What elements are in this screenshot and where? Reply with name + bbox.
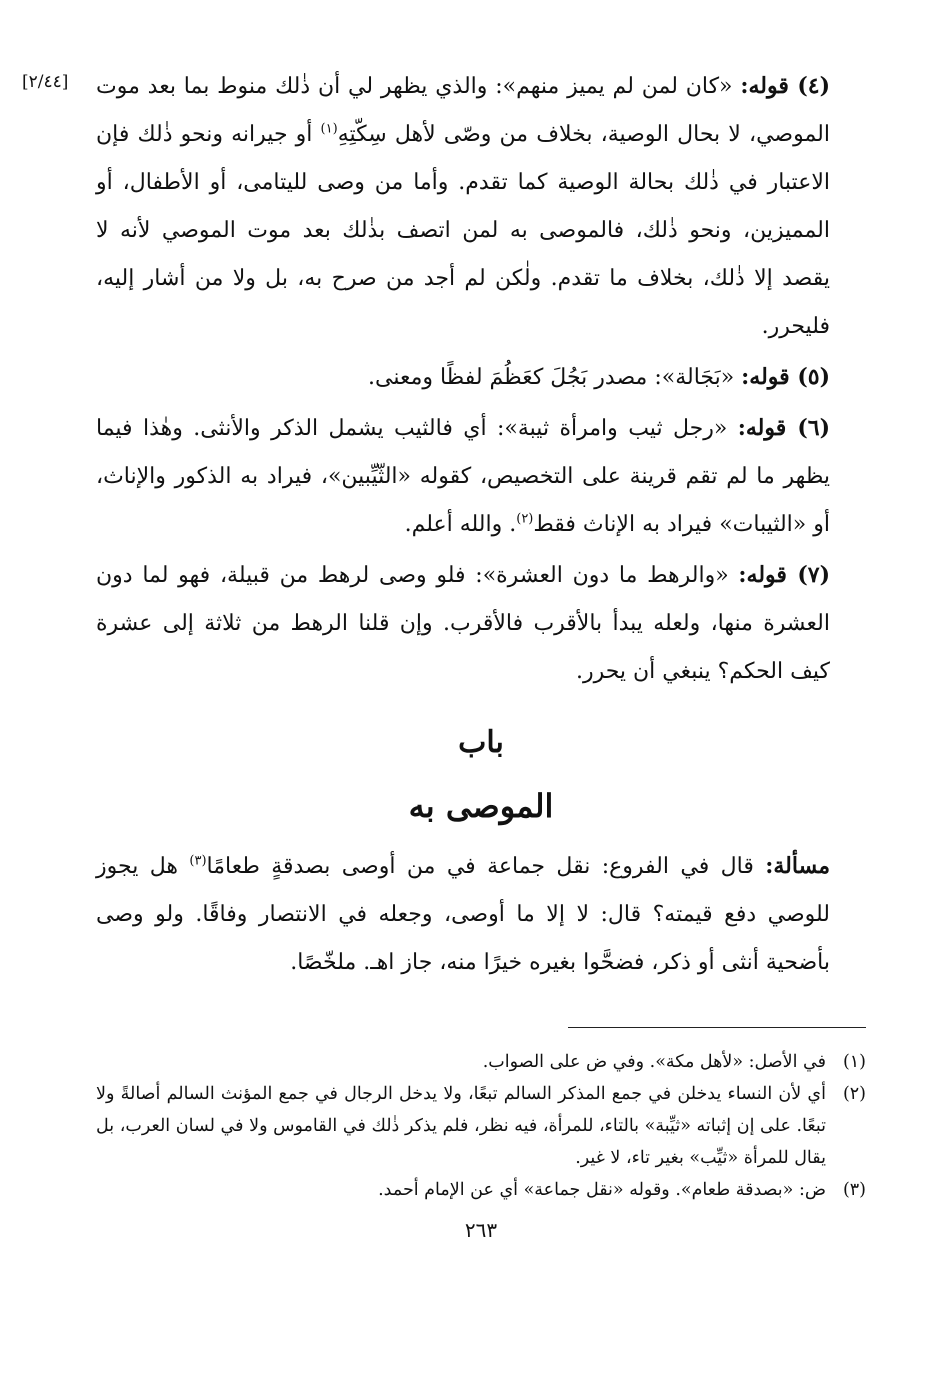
- page-number: ٢٦٣: [464, 1218, 498, 1242]
- footnote-marker[interactable]: (١): [320, 121, 338, 137]
- paragraph-6: [96, 404, 866, 549]
- paragraph-text: «رجل ثيب وامرأة ثيبة»: أي فالثيب يشمل الذكر والأنثى. وهٰذا فيما يظهر ما لم تقم قرينة على التخصيص، كقوله «الثّيِّبين»، فيراد به الذكور والإناث، أو «الثيبات» فيراد به الإناث فقط: [96, 416, 830, 537]
- section-title: الموصى به: [408, 787, 554, 825]
- paragraph-text: «بَجَالة»: مصدر بَجُلَ كعَظُمَ لفظًا ومعنى.: [367, 365, 742, 390]
- paragraph-text: . والله أعلم.: [404, 512, 517, 537]
- paragraph-4: [96, 62, 866, 351]
- section-heading: باب: [458, 725, 504, 760]
- paragraph-lead: (٦) قوله:: [737, 415, 830, 441]
- paragraph-text: قال في الفروع: نقل جماعة في من أوصى بصدقةٍ طعامًا: [206, 854, 766, 879]
- footnote-item: [96, 1174, 866, 1206]
- paragraph-lead: (٥) قوله:: [741, 364, 830, 390]
- paragraph-7: [96, 551, 866, 696]
- footnote-marker[interactable]: (٣): [189, 853, 207, 869]
- masala-paragraph: [96, 842, 866, 987]
- footnote-text: أي لأن النساء يدخلن في جمع المذكر السالم تبعًا، ولا يدخل الرجال في جمع المؤنث السالم أصالةً ولا تبعًا. على إن إثباته «ثيِّبة» بالتاء، للمرأة، فيه نظر، فلم يذكر ذٰلك في القاموس ولا في لسان العرب، بل يقال للمرأة «ثيِّب» بغير تاء، لا غير.: [96, 1084, 826, 1168]
- footnote-marker[interactable]: (٢): [516, 511, 534, 527]
- masala-lead: مسألة:: [765, 853, 830, 879]
- footnote-separator: [568, 1027, 866, 1028]
- paragraph-text: هل يجوز للوصي دفع قيمته؟ قال: لا إلا ما أوصى، وجعله في الانتصار وفاقًا. ولو وصى بأضحية أنثى أو ذكر، فضحَّوا بغيره خيرًا منه، جاز اهـ. ملخّصًا.: [96, 854, 830, 975]
- paragraph-lead: (٤) قوله:: [740, 73, 830, 99]
- footnotes: [96, 1046, 866, 1206]
- footnote-separator-wrap: [96, 989, 866, 1046]
- footnote-item: [96, 1046, 866, 1078]
- footnote-number: (٢): [842, 1084, 866, 1104]
- paragraph-lead: (٧) قوله:: [738, 562, 830, 588]
- paragraph-text: «كان لمن لم يميز منهم»: والذي يظهر لي أن ذٰلك منوط بما بعد موت الموصي، لا بحال الوصية، بخلاف من وصّى لأهل سِكّتِهِ: [96, 74, 830, 147]
- paragraph-text: «والرهط ما دون العشرة»: فلو وصى لرهط من قبيلة، فهو لما دون العشرة منها، ولعله يبدأ بالأقرب فالأقرب. وإن قلنا الرهط من ثلاثة إلى عشرة كيف الحكم؟ ينبغي أن يحرر.: [96, 563, 830, 684]
- footnote-item: [96, 1078, 866, 1174]
- margin-reference: [٢/٤٤]: [22, 72, 69, 92]
- page-body: [96, 62, 866, 1242]
- footnote-text: في الأصل: «لأهل مكة». وفي ض على الصواب.: [482, 1052, 826, 1072]
- paragraph-5: [96, 353, 866, 402]
- footnote-text: ض: «بصدقة طعام». وقوله «نقل جماعة» أي عن الإمام أحمد.: [378, 1180, 826, 1200]
- footnote-number: (٣): [842, 1180, 866, 1200]
- paragraph-text: أو جيرانه ونحو ذٰلك فإن الاعتبار في ذٰلك بحالة الوصية كما تقدم. وأما من وصى لليتامى، أو الأطفال، أو المميزين، ونحو ذٰلك، فالموصى به لمن اتصف بذٰلك بعد موت الموصي لأنه لا يقصد إلا ذٰلك، بخلاف ما تقدم. ولٰكن لم أجد من صرح به، بل ولا من أشار إليه، فليحرر.: [96, 122, 830, 339]
- footnote-number: (١): [842, 1052, 866, 1072]
